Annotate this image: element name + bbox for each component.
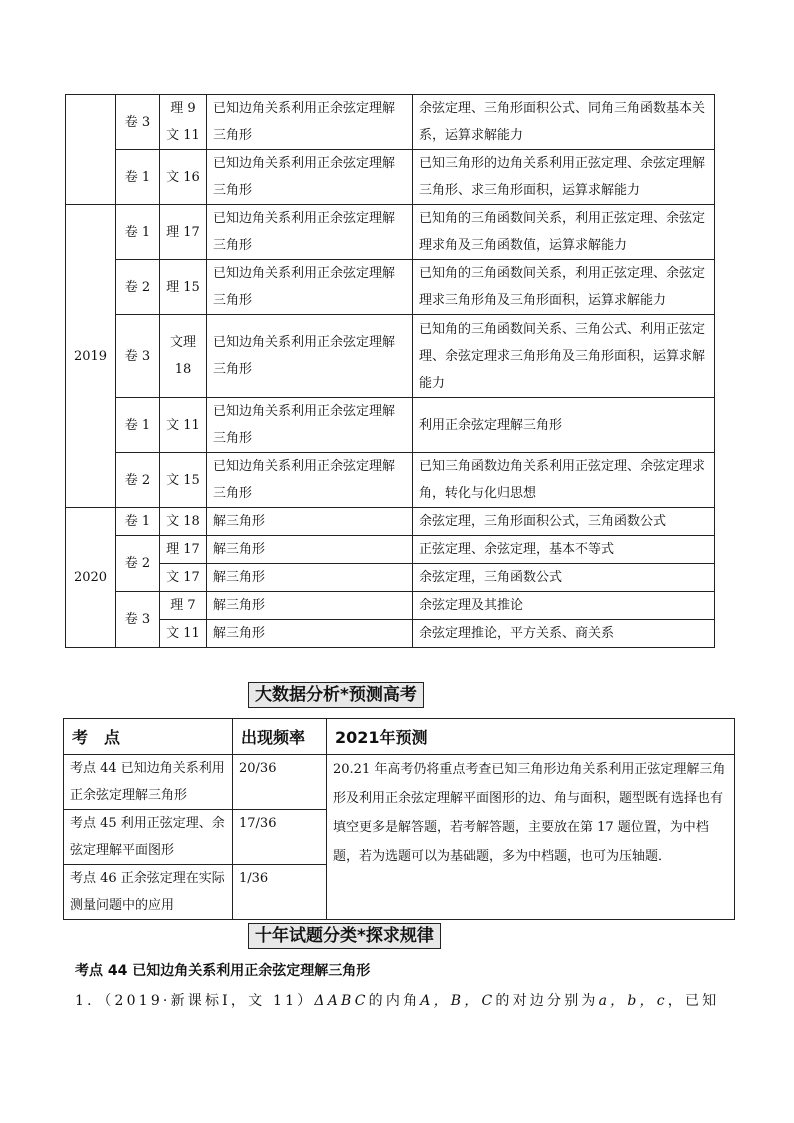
analysis-cell: 余弦定理，三角形面积公式，三角函数公式 xyxy=(413,508,715,536)
question-no-cell: 文 18 xyxy=(160,508,207,536)
frequency-cell: 17/36 xyxy=(233,810,327,865)
paper-cell: 卷 2 xyxy=(116,536,160,592)
analysis-cell: 已知三角形的边角关系利用正弦定理、余弦定理解三角形、求三角形面积，运算求解能力 xyxy=(413,150,715,205)
analysis-cell: 正弦定理、余弦定理，基本不等式 xyxy=(413,536,715,564)
table-row xyxy=(66,592,715,620)
table-row xyxy=(64,755,735,810)
section-title-big-data: 大数据分析*预测高考 xyxy=(248,682,424,708)
prediction-cell: 20.21 年高考仍将重点考查已知三角形边角关系利用正弦定理解三角形及利用正余弦定理解平面图形的边、角与面积，题型既有选择也有填空更多是解答题，若考解答题，主要放在第 17 题位置，为中档题，若为选题可以为基础题，多为中档题，也可为压轴题． xyxy=(327,755,735,920)
content-cell: 解三角形 xyxy=(207,564,413,592)
analysis-cell: 已知角的三角函数间关系、三角公式、利用正弦定理、余弦定理求三角形角及三角形面积，运算求解能力 xyxy=(413,315,715,398)
table-row xyxy=(66,564,715,592)
question-no-cell: 文 16 xyxy=(160,150,207,205)
year-cell xyxy=(66,95,116,205)
table-row xyxy=(66,95,715,150)
question-text: 的对边分别为 xyxy=(495,993,599,1009)
table-row xyxy=(66,620,715,648)
exam-history-table xyxy=(65,94,715,648)
question-no-cell: 理 17 xyxy=(160,536,207,564)
table-row xyxy=(66,398,715,453)
question-no-cell: 文 15 xyxy=(160,453,207,508)
paper-cell: 卷 3 xyxy=(116,95,160,150)
analysis-cell: 利用正余弦定理解三角形 xyxy=(413,398,715,453)
column-header-prediction: 2021年预测 xyxy=(327,719,735,755)
triangle-symbol: ΔABC xyxy=(314,993,369,1009)
question-no-cell: 理 15 xyxy=(160,260,207,315)
analysis-cell: 已知角的三角函数间关系，利用正弦定理、余弦定理求三角形角及三角形面积，运算求解能力 xyxy=(413,260,715,315)
paper-cell: 卷 2 xyxy=(116,260,160,315)
question-text: 的内角 xyxy=(368,993,421,1009)
exam-point-cell: 考点 46 正余弦定理在实际测量问题中的应用 xyxy=(64,865,233,920)
content-cell: 解三角形 xyxy=(207,536,413,564)
question-no-cell: 文 11 xyxy=(160,398,207,453)
paper-cell: 卷 2 xyxy=(116,453,160,508)
table-row xyxy=(66,150,715,205)
question-1 xyxy=(75,990,719,1010)
side-symbols: a，b，c xyxy=(598,993,668,1009)
table-header-row xyxy=(64,719,735,755)
content-cell: 已知边角关系利用正余弦定理解三角形 xyxy=(207,205,413,260)
question-no-cell: 文理 18 xyxy=(160,315,207,398)
paper-cell: 卷 3 xyxy=(116,592,160,648)
table-row xyxy=(66,315,715,398)
frequency-cell: 20/36 xyxy=(233,755,327,810)
year-cell: 2019 xyxy=(66,205,116,508)
paper-cell: 卷 1 xyxy=(116,150,160,205)
content-cell: 已知边角关系利用正余弦定理解三角形 xyxy=(207,150,413,205)
analysis-cell: 余弦定理、三角形面积公式、同角三角函数基本关系，运算求解能力 xyxy=(413,95,715,150)
analysis-cell: 余弦定理，三角函数公式 xyxy=(413,564,715,592)
paper-cell: 卷 1 xyxy=(116,508,160,536)
content-cell: 已知边角关系利用正余弦定理解三角形 xyxy=(207,95,413,150)
content-cell: 解三角形 xyxy=(207,592,413,620)
analysis-cell: 余弦定理推论，平方关系、商关系 xyxy=(413,620,715,648)
content-cell: 解三角形 xyxy=(207,620,413,648)
content-cell: 已知边角关系利用正余弦定理解三角形 xyxy=(207,315,413,398)
question-no-cell: 理 9 文 11 xyxy=(160,95,207,150)
table-row xyxy=(66,205,715,260)
question-no-cell: 理 7 xyxy=(160,592,207,620)
exam-point-frequency-table xyxy=(63,718,735,920)
analysis-cell: 余弦定理及其推论 xyxy=(413,592,715,620)
analysis-cell: 已知角的三角函数间关系，利用正弦定理、余弦定理求角及三角函数值，运算求解能力 xyxy=(413,205,715,260)
question-no-cell: 文 11 xyxy=(160,620,207,648)
content-cell: 已知边角关系利用正余弦定理解三角形 xyxy=(207,398,413,453)
table-row xyxy=(66,260,715,315)
exam-point-heading: 考点 44 已知边角关系利用正余弦定理解三角形 xyxy=(75,963,371,979)
question-text: ，已知 xyxy=(667,993,720,1009)
content-cell: 解三角形 xyxy=(207,508,413,536)
question-no-cell: 理 17 xyxy=(160,205,207,260)
column-header-frequency: 出现频率 xyxy=(233,719,327,755)
paper-cell: 卷 1 xyxy=(116,205,160,260)
table-row xyxy=(66,453,715,508)
paper-cell: 卷 3 xyxy=(116,315,160,398)
question-source: 1．（2019·新课标Ⅰ，文 11） xyxy=(75,993,315,1009)
exam-point-cell: 考点 44 已知边角关系利用正余弦定理解三角形 xyxy=(64,755,233,810)
analysis-cell: 已知三角函数边角关系利用正弦定理、余弦定理求角，转化与化归思想 xyxy=(413,453,715,508)
column-header-point: 考 点 xyxy=(64,719,233,755)
exam-point-cell: 考点 45 利用正弦定理、余弦定理解平面图形 xyxy=(64,810,233,865)
content-cell: 已知边角关系利用正余弦定理解三角形 xyxy=(207,453,413,508)
table-row xyxy=(66,536,715,564)
paper-cell: 卷 1 xyxy=(116,398,160,453)
year-cell: 2020 xyxy=(66,508,116,648)
table-row xyxy=(66,508,715,536)
question-no-cell: 文 17 xyxy=(160,564,207,592)
content-cell: 已知边角关系利用正余弦定理解三角形 xyxy=(207,260,413,315)
frequency-cell: 1/36 xyxy=(233,865,327,920)
section-title-classification: 十年试题分类*探求规律 xyxy=(248,923,441,949)
angle-symbols: A，B，C xyxy=(420,993,496,1009)
